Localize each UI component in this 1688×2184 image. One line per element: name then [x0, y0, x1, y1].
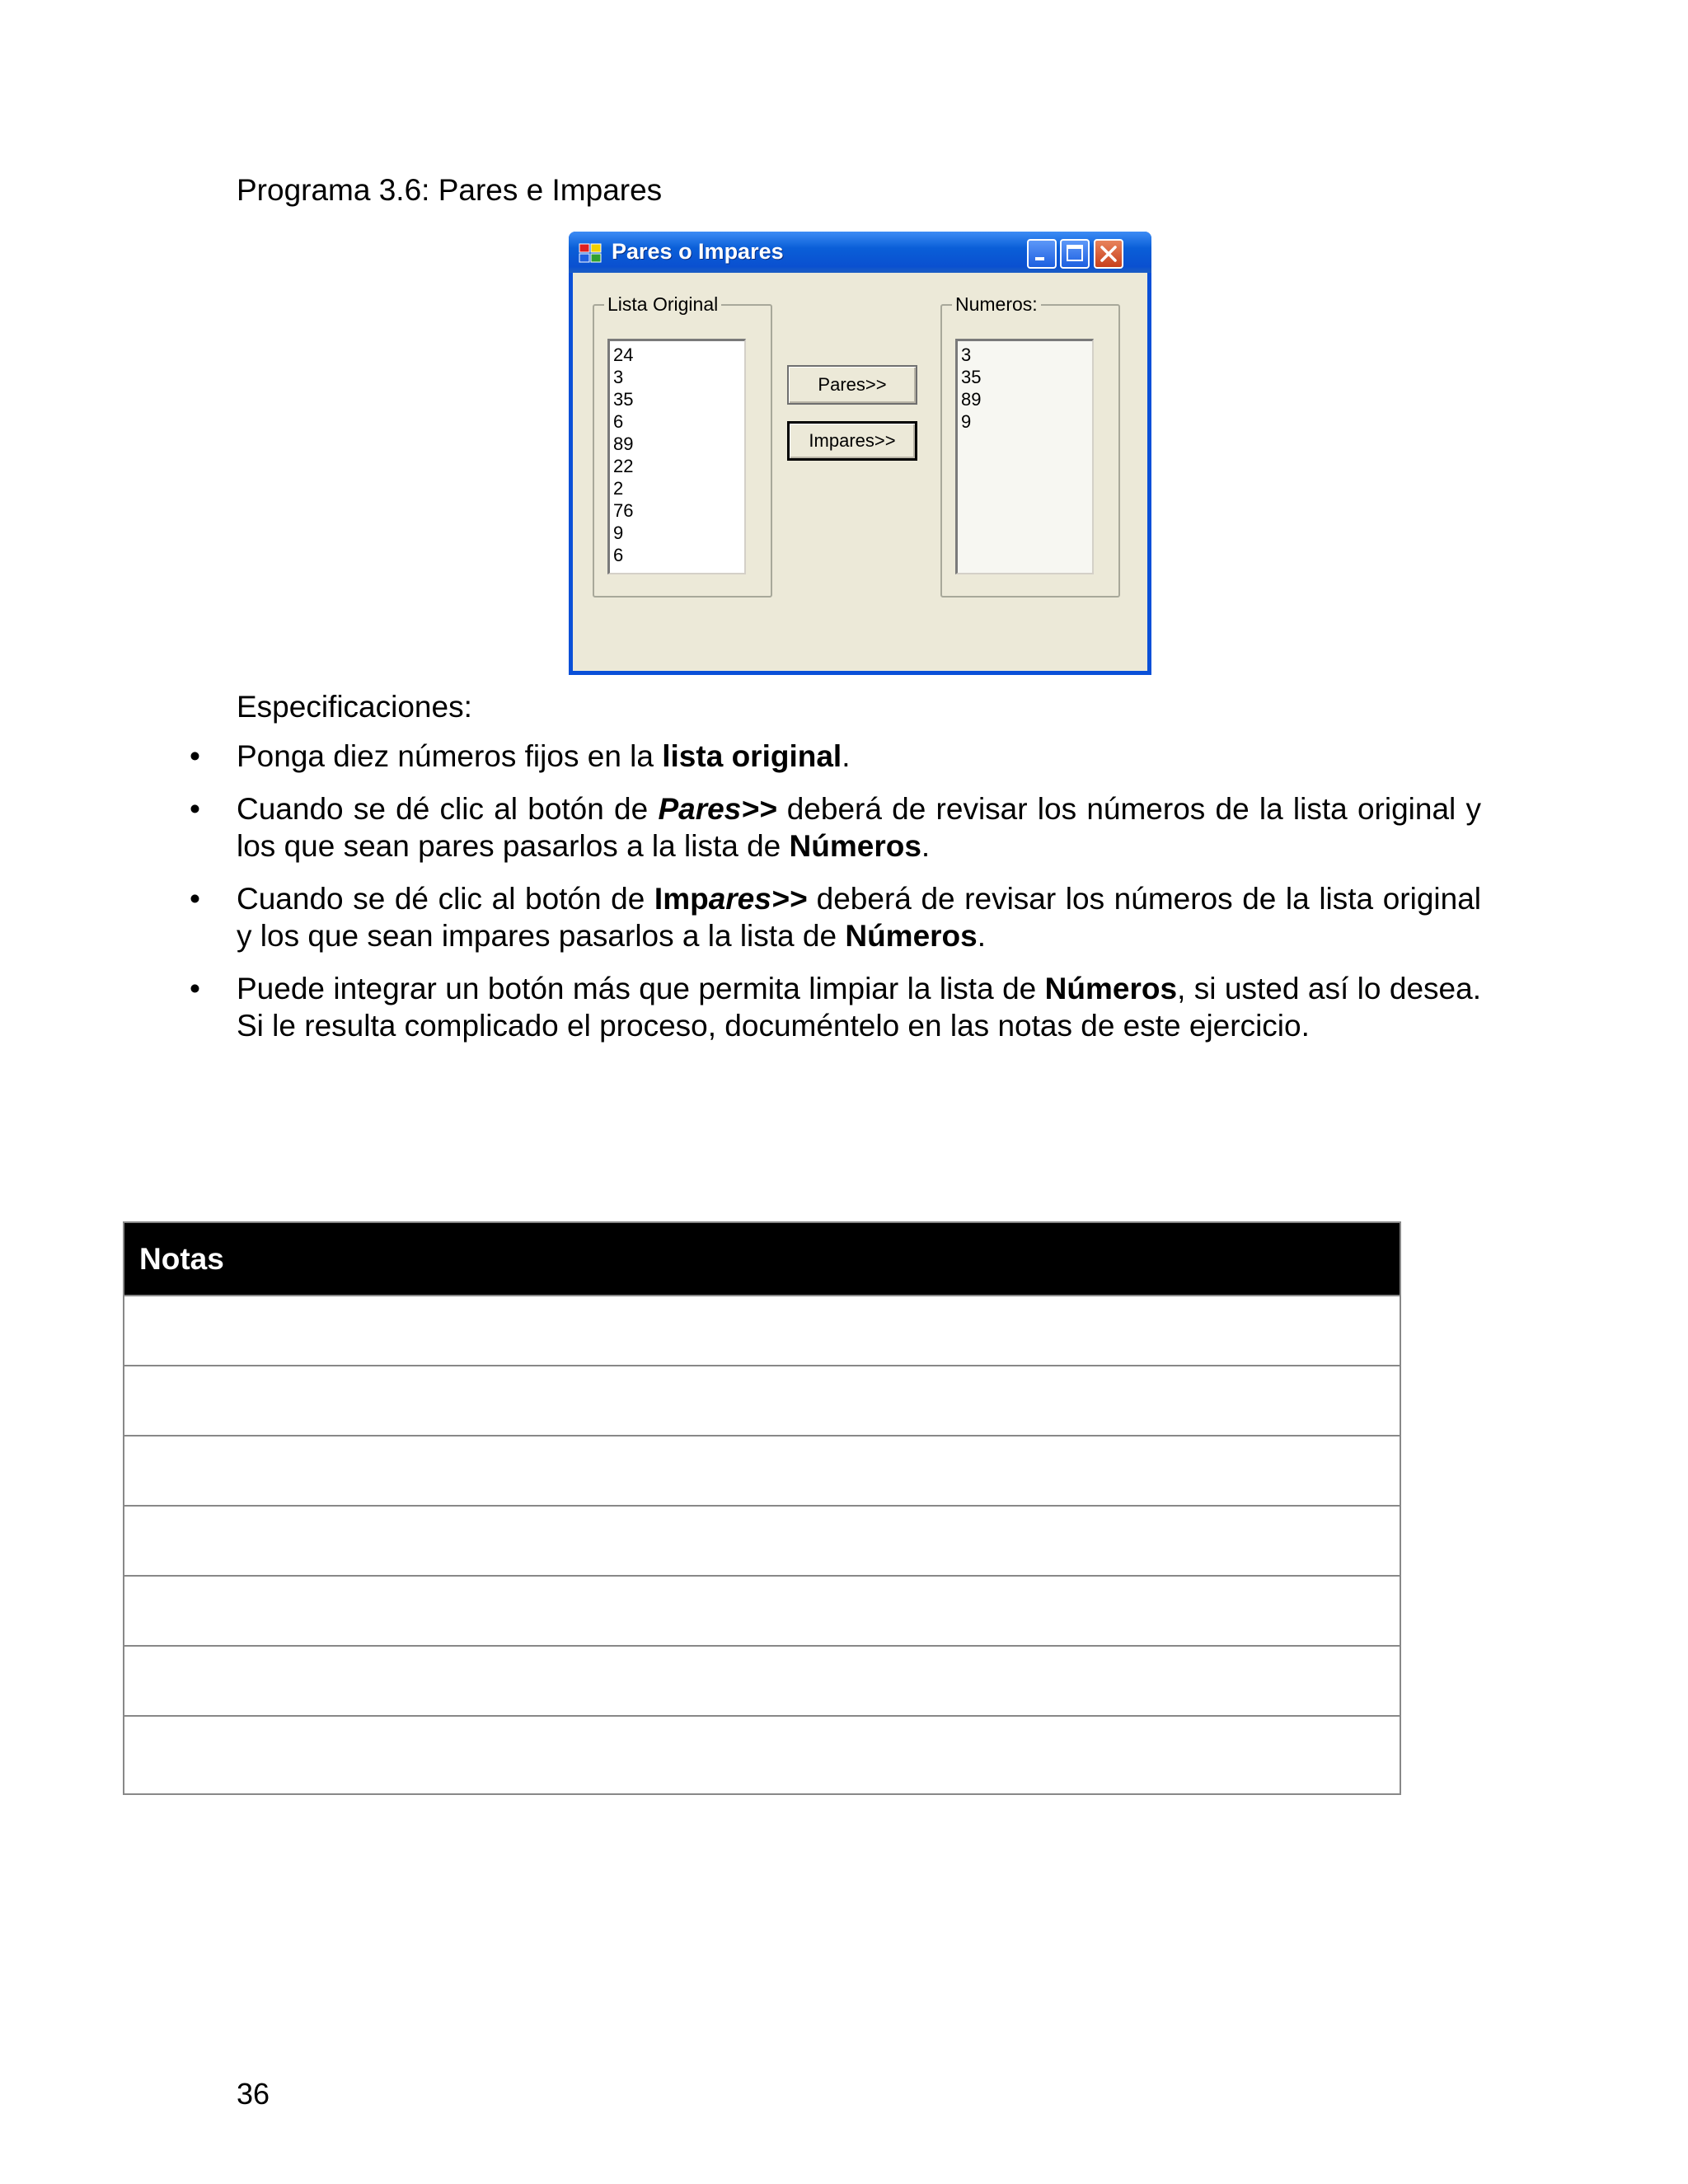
- list-item[interactable]: 3: [613, 367, 624, 387]
- spec-item-1: • Ponga diez números fijos en la lista original.: [237, 738, 1481, 775]
- notes-row[interactable]: [124, 1435, 1400, 1505]
- list-item[interactable]: 89: [961, 389, 982, 410]
- maximize-button[interactable]: [1060, 239, 1090, 269]
- minimize-button[interactable]: [1027, 239, 1057, 269]
- list-item[interactable]: 2: [613, 478, 624, 499]
- group-label-original: Lista Original: [604, 293, 721, 316]
- spec-item-3: • Cuando se dé clic al botón de Impares>> deberá de revisar los números de la lista original y los que sean impares pasarlos a la lista de Números.: [237, 880, 1481, 954]
- notes-row[interactable]: [124, 1295, 1400, 1365]
- notes-table: [123, 1221, 1401, 1795]
- group-label-numeros: Numeros:: [952, 293, 1041, 316]
- list-item[interactable]: 6: [613, 411, 624, 432]
- list-item[interactable]: 9: [613, 523, 624, 543]
- list-item[interactable]: 76: [613, 500, 634, 521]
- notes-row[interactable]: [124, 1645, 1400, 1715]
- list-item[interactable]: 89: [613, 434, 634, 454]
- spec-list: [237, 738, 1481, 1060]
- maximize-icon: [1062, 241, 1088, 267]
- title-bar[interactable]: [569, 232, 1151, 273]
- notes-header: Notas: [124, 1223, 1400, 1295]
- close-icon: [1095, 241, 1122, 267]
- spec-item-2: • Cuando se dé clic al botón de Pares>> deberá de revisar los números de la lista original y los que sean pares pasarlos a la lista de Números.: [237, 790, 1481, 865]
- impares-button[interactable]: Impares>>: [787, 421, 917, 461]
- group-numeros: [940, 293, 1120, 598]
- notes-row[interactable]: [124, 1505, 1400, 1575]
- minimize-icon: [1029, 241, 1055, 267]
- list-item[interactable]: 35: [613, 389, 634, 410]
- list-item[interactable]: 35: [961, 367, 982, 387]
- list-item[interactable]: 24: [613, 344, 634, 365]
- spec-item-4: • Puede integrar un botón más que permita limpiar la lista de Números, si usted así lo desea. Si le resulta complicado el proceso, documéntelo en las notas de este ejercicio.: [237, 970, 1481, 1044]
- list-item[interactable]: 6: [613, 545, 624, 565]
- notes-row[interactable]: [124, 1365, 1400, 1435]
- group-lista-original: [593, 293, 772, 598]
- list-item[interactable]: 9: [961, 411, 972, 432]
- listbox-original[interactable]: [607, 339, 746, 574]
- window-title: Pares o Impares: [612, 239, 784, 264]
- list-item[interactable]: 22: [613, 456, 634, 476]
- app-icon: [579, 243, 603, 263]
- listbox-numeros[interactable]: [955, 339, 1094, 574]
- notes-row[interactable]: [124, 1575, 1400, 1645]
- page-number: 36: [237, 2077, 270, 2111]
- program-caption: Programa 3.6: Pares e Impares: [237, 173, 663, 207]
- pares-button[interactable]: Pares>>: [787, 365, 917, 405]
- close-button[interactable]: [1094, 239, 1123, 269]
- list-item[interactable]: 3: [961, 344, 972, 365]
- pares-impares-window: [569, 232, 1151, 675]
- specs-title: Especificaciones:: [237, 690, 472, 724]
- notes-row[interactable]: [124, 1715, 1400, 1785]
